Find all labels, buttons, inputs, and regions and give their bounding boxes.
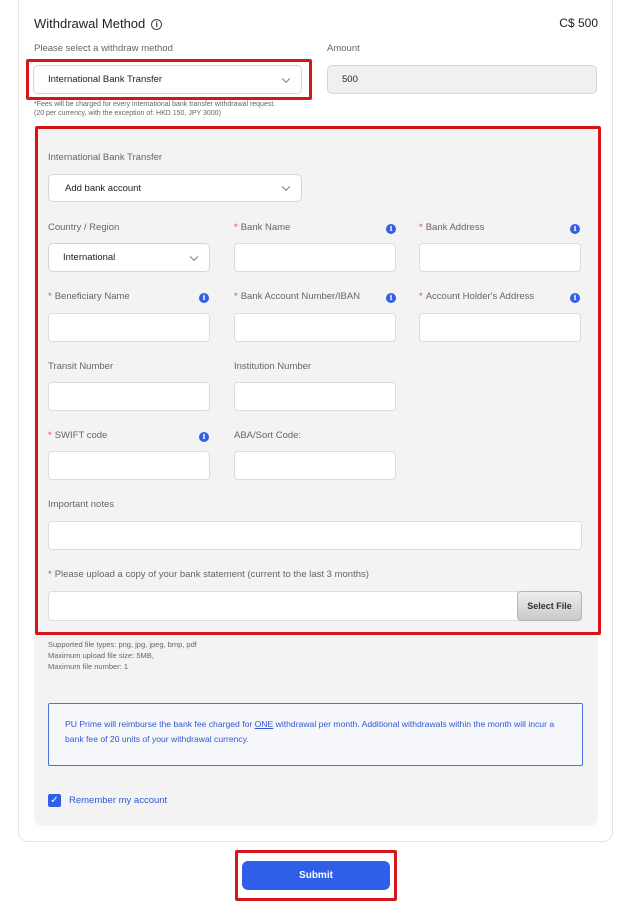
file-upload-field[interactable]	[48, 591, 582, 621]
upload-label	[48, 569, 369, 580]
beneficiary-name-input[interactable]	[48, 313, 210, 342]
file-types-note: Supported file types: png, jpg, jpeg, bmp, pdf	[48, 640, 197, 649]
notice-text-before: PU Prime will reimburse the bank fee charged for	[65, 719, 255, 729]
info-icon[interactable]: i	[570, 293, 580, 303]
file-size-note: Maximum upload file size: 5MB,	[48, 651, 154, 660]
info-icon[interactable]: i	[199, 432, 209, 442]
required-mark: *	[48, 569, 52, 580]
bank-name-label	[234, 222, 290, 233]
holder-address-label-text: Account Holder's Address	[425, 291, 535, 302]
notice-text-after: withdrawal per month. Additional withdrawals within the month will incur a bank fee of 20 units of your withdrawal currency.	[65, 719, 555, 744]
bank-account-value: Add bank account	[65, 182, 142, 194]
bank-name-label-text: Bank Name	[240, 222, 291, 233]
bank-name-input[interactable]	[234, 243, 396, 272]
holder-address-label	[419, 291, 534, 302]
institution-number-input[interactable]	[234, 382, 396, 411]
withdrawal-method-title	[34, 16, 162, 31]
beneficiary-label	[48, 291, 130, 302]
form-highlight	[35, 126, 601, 635]
bank-fee-notice	[48, 703, 583, 766]
chevron-down-icon	[190, 252, 198, 260]
info-icon[interactable]: i	[570, 224, 580, 234]
info-icon[interactable]: i	[386, 224, 396, 234]
amount-input[interactable]: 500	[327, 65, 597, 94]
aba-sort-code-input[interactable]	[234, 451, 396, 480]
info-icon[interactable]: i	[151, 19, 162, 30]
required-mark: *	[234, 291, 238, 302]
account-number-label	[234, 291, 360, 302]
country-label: Country / Region	[48, 222, 120, 233]
upload-label-text: Please upload a copy of your bank statement (current to the last 3 months)	[54, 569, 369, 580]
swift-code-input[interactable]	[48, 451, 210, 480]
remember-account-checkbox[interactable]	[48, 794, 61, 807]
withdraw-method-select[interactable]	[33, 65, 302, 94]
amount-label: Amount	[327, 43, 360, 54]
account-number-input[interactable]	[234, 313, 396, 342]
balance-display: C$ 500	[559, 16, 598, 30]
section-label: International Bank Transfer	[48, 152, 163, 163]
select-file-button[interactable]: Select File	[517, 591, 582, 621]
transit-label: Transit Number	[48, 361, 114, 372]
notice-emphasis: ONE	[254, 719, 274, 729]
required-mark: *	[48, 291, 52, 302]
fee-note-line2: (20 per currency, with the exception of: HKD 150, JPY 3000)	[34, 110, 221, 117]
checkmark-icon: ✓	[50, 795, 59, 806]
submit-button[interactable]: Submit	[242, 861, 390, 890]
beneficiary-label-text: Beneficiary Name	[54, 291, 130, 302]
institution-label: Institution Number	[234, 361, 312, 372]
bank-address-label-text: Bank Address	[425, 222, 485, 233]
withdrawal-method-heading: Withdrawal Method	[34, 16, 146, 31]
transit-number-input[interactable]	[48, 382, 210, 411]
bank-address-input[interactable]	[419, 243, 581, 272]
info-icon[interactable]: i	[199, 293, 209, 303]
chevron-down-icon	[282, 74, 290, 82]
method-select-label: Please select a withdraw method	[34, 43, 173, 54]
withdraw-method-value: International Bank Transfer	[48, 74, 163, 85]
bank-account-select[interactable]	[48, 174, 302, 202]
country-select[interactable]	[48, 243, 210, 272]
bank-address-label	[419, 222, 484, 233]
account-number-label-text: Bank Account Number/IBAN	[240, 291, 361, 302]
swift-label	[48, 430, 107, 441]
country-value: International	[63, 252, 116, 263]
file-count-note: Maximum file number: 1	[48, 662, 129, 671]
remember-account-label[interactable]: Remember my account	[69, 795, 168, 806]
aba-label: ABA/Sort Code:	[234, 430, 302, 441]
required-mark: *	[419, 222, 423, 233]
fee-note-line1: *Fees will be charged for every international bank transfer withdrawal request.	[34, 101, 276, 108]
required-mark: *	[419, 291, 423, 302]
important-notes-input[interactable]	[48, 521, 582, 550]
required-mark: *	[48, 430, 52, 441]
swift-label-text: SWIFT code	[54, 430, 108, 441]
notes-label: Important notes	[48, 499, 115, 510]
required-mark: *	[234, 222, 238, 233]
info-icon[interactable]: i	[386, 293, 396, 303]
holder-address-input[interactable]	[419, 313, 581, 342]
chevron-down-icon	[282, 183, 290, 191]
